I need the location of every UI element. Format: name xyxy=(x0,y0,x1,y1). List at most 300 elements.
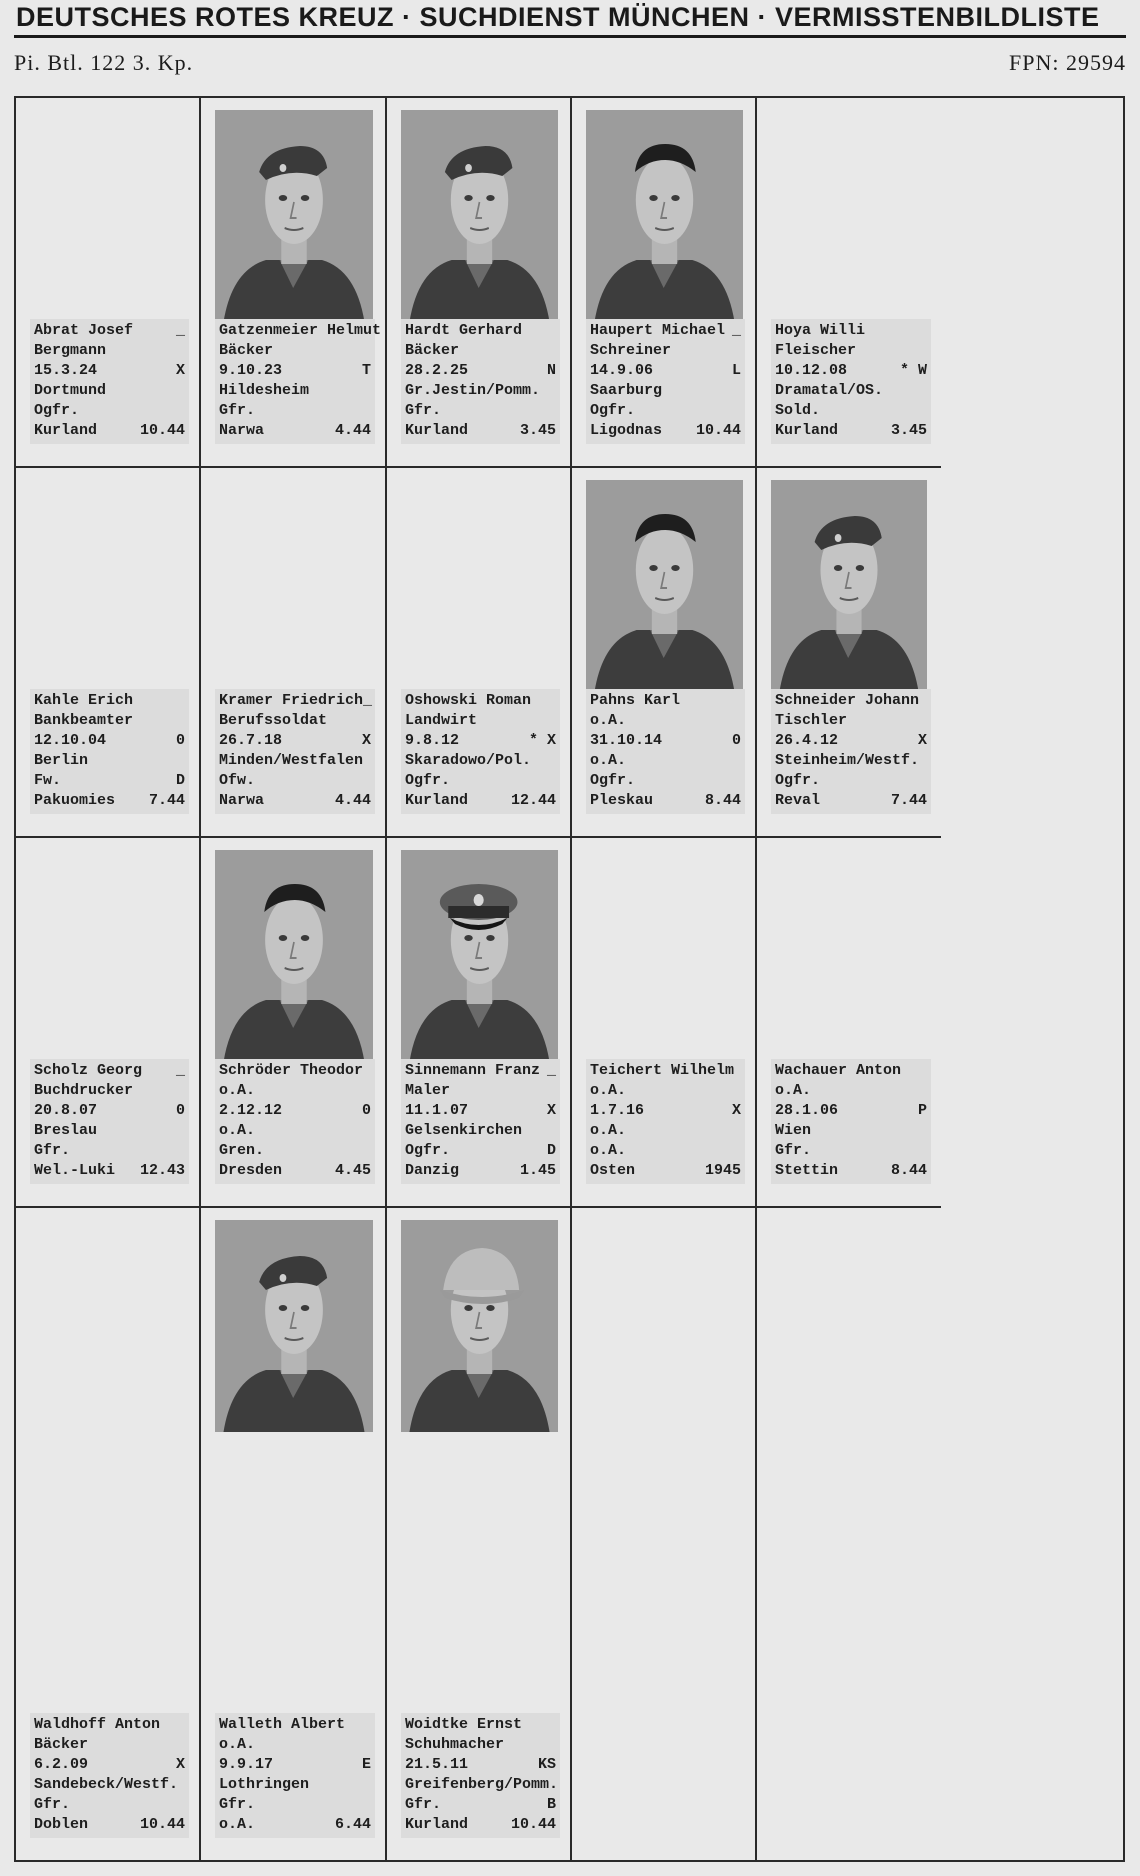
record-line xyxy=(405,1715,556,1735)
record-line xyxy=(590,341,741,361)
record-last-date: 10.44 xyxy=(139,422,185,439)
record-last-place: Kurland xyxy=(405,422,469,439)
record-line xyxy=(590,791,741,811)
person-card xyxy=(16,98,201,468)
record-line xyxy=(775,1061,927,1081)
record-name: Waldhoff Anton xyxy=(34,1716,161,1733)
record-rank: Gfr. xyxy=(219,1796,256,1813)
record-line xyxy=(34,401,185,421)
record-last-date: 4.44 xyxy=(334,792,371,809)
record-name: Hardt Gerhard xyxy=(405,322,523,339)
portrait-photo xyxy=(401,1220,558,1432)
record-birth: 26.7.18 xyxy=(219,732,283,749)
person-record xyxy=(401,1713,560,1838)
record-line xyxy=(775,751,927,771)
record-last-date: 6.44 xyxy=(334,1816,371,1833)
record-birthplace: o.A. xyxy=(590,1122,627,1139)
record-rank-mark: D xyxy=(546,1142,556,1159)
person-card xyxy=(201,838,387,1208)
record-line xyxy=(775,401,927,421)
empty-cell xyxy=(757,1208,941,1860)
record-birth: 10.12.08 xyxy=(775,362,848,379)
record-occupation: Tischler xyxy=(775,712,848,729)
record-line xyxy=(405,1161,556,1181)
record-line xyxy=(590,751,741,771)
record-line xyxy=(775,1101,927,1121)
person-card xyxy=(572,468,757,838)
record-line xyxy=(590,1061,741,1081)
record-rank: Gren. xyxy=(219,1142,265,1159)
record-occupation: o.A. xyxy=(590,1082,627,1099)
record-last-place: Kurland xyxy=(34,422,98,439)
record-birth: 15.3.24 xyxy=(34,362,98,379)
record-line xyxy=(405,1735,556,1755)
record-line xyxy=(219,1775,371,1795)
record-name: Sinnemann Franz xyxy=(405,1062,541,1079)
record-occupation: Maler xyxy=(405,1082,451,1099)
record-occupation: Fleischer xyxy=(775,342,857,359)
record-name: Pahns Karl xyxy=(590,692,681,709)
record-line xyxy=(775,381,927,401)
person-record xyxy=(30,1059,189,1184)
record-birthplace: Sandebeck/Westf. xyxy=(34,1776,179,1793)
record-code: * X xyxy=(528,732,556,749)
record-line xyxy=(34,1061,185,1081)
record-name-mark: _ xyxy=(363,692,373,709)
record-birth: 6.2.09 xyxy=(34,1756,89,1773)
record-code: X xyxy=(175,1756,185,1773)
record-line xyxy=(34,421,185,441)
record-code: E xyxy=(361,1756,371,1773)
record-code: X xyxy=(546,1102,556,1119)
person-record xyxy=(215,689,375,814)
record-rank: Ogfr. xyxy=(590,402,636,419)
record-line xyxy=(405,1775,559,1795)
record-line xyxy=(219,791,371,811)
record-line xyxy=(34,1815,185,1835)
record-name: Haupert Michael xyxy=(590,322,726,339)
record-birthplace: Breslau xyxy=(34,1122,98,1139)
record-name: Hoya Willi xyxy=(775,322,866,339)
record-line xyxy=(775,361,927,381)
record-code: KS xyxy=(537,1756,556,1773)
record-name: Wachauer Anton xyxy=(775,1062,902,1079)
record-line xyxy=(405,1755,556,1775)
record-birthplace: Minden/Westfalen xyxy=(219,752,364,769)
record-rank: Gfr. xyxy=(34,1142,71,1159)
record-line xyxy=(405,401,556,421)
record-line xyxy=(590,381,741,401)
record-rank: Gfr. xyxy=(219,402,256,419)
record-line xyxy=(590,711,741,731)
record-line xyxy=(34,731,185,751)
record-line xyxy=(405,771,556,791)
record-birthplace: Gr.Jestin/Pomm. xyxy=(405,382,541,399)
person-grid xyxy=(14,96,1125,1862)
person-card xyxy=(16,468,201,838)
record-birthplace: Lothringen xyxy=(219,1776,310,1793)
record-last-place: Kurland xyxy=(405,792,469,809)
record-line xyxy=(405,1121,556,1141)
record-line xyxy=(34,1101,185,1121)
record-birth: 28.2.25 xyxy=(405,362,469,379)
record-line xyxy=(775,711,927,731)
record-rank: Fw. xyxy=(34,772,62,789)
record-rank: o.A. xyxy=(590,1142,627,1159)
portrait-photo xyxy=(401,110,558,322)
record-last-date: 12.43 xyxy=(139,1162,185,1179)
record-line xyxy=(590,731,741,751)
record-rank: Ogfr. xyxy=(34,402,80,419)
record-line xyxy=(405,341,556,361)
record-rank: Ogfr. xyxy=(405,772,451,789)
record-line xyxy=(219,381,371,401)
record-name: Woidtke Ernst xyxy=(405,1716,523,1733)
record-line xyxy=(775,341,927,361)
record-name: Kramer Friedrich xyxy=(219,692,364,709)
record-birth: 9.9.17 xyxy=(219,1756,274,1773)
person-card xyxy=(387,838,572,1208)
record-occupation: Berufssoldat xyxy=(219,712,328,729)
record-line xyxy=(34,361,185,381)
record-code: L xyxy=(731,362,741,379)
record-occupation: Bankbeamter xyxy=(34,712,134,729)
record-line xyxy=(405,711,556,731)
person-record xyxy=(586,689,745,814)
record-birth: 12.10.04 xyxy=(34,732,107,749)
record-birthplace: Berlin xyxy=(34,752,89,769)
record-rank: Gfr. xyxy=(405,402,442,419)
record-line xyxy=(219,771,371,791)
record-code: T xyxy=(361,362,371,379)
record-occupation: Bergmann xyxy=(34,342,107,359)
record-birthplace: Dramatal/OS. xyxy=(775,382,884,399)
record-line xyxy=(405,1081,556,1101)
portrait-photo xyxy=(586,110,743,322)
record-last-date: 7.44 xyxy=(148,792,185,809)
record-rank: Ofw. xyxy=(219,772,256,789)
person-record xyxy=(401,689,560,814)
record-line xyxy=(775,791,927,811)
record-last-place: Ligodnas xyxy=(590,422,663,439)
record-birthplace: Wien xyxy=(775,1122,812,1139)
record-occupation: o.A. xyxy=(775,1082,812,1099)
record-name: Schröder Theodor xyxy=(219,1062,364,1079)
person-record xyxy=(30,319,189,444)
record-last-date: 10.44 xyxy=(510,1816,556,1833)
record-code: X xyxy=(917,732,927,749)
record-birth: 21.5.11 xyxy=(405,1756,469,1773)
record-line xyxy=(219,691,371,711)
person-card xyxy=(387,1208,572,1860)
record-line xyxy=(590,421,741,441)
record-line xyxy=(219,401,371,421)
record-rank: Ogfr. xyxy=(775,772,821,789)
record-line xyxy=(775,1081,927,1101)
person-record xyxy=(586,319,745,444)
record-line xyxy=(775,421,927,441)
record-line xyxy=(34,1121,185,1141)
record-last-place: Reval xyxy=(775,792,821,809)
record-name: Walleth Albert xyxy=(219,1716,346,1733)
record-rank: Gfr. xyxy=(405,1796,442,1813)
record-last-date: 4.45 xyxy=(334,1162,371,1179)
person-record xyxy=(401,1059,560,1184)
record-birthplace: Greifenberg/Pomm. xyxy=(405,1776,559,1793)
record-line xyxy=(590,771,741,791)
record-last-date: 4.44 xyxy=(334,422,371,439)
record-birth: 14.9.06 xyxy=(590,362,654,379)
record-name-mark: _ xyxy=(175,1062,185,1079)
record-code: X xyxy=(175,362,185,379)
record-occupation: o.A. xyxy=(219,1082,256,1099)
record-line xyxy=(590,1081,741,1101)
record-last-date: 1945 xyxy=(704,1162,741,1179)
record-last-place: Wel.-Luki xyxy=(34,1162,116,1179)
record-line xyxy=(34,771,185,791)
record-name: Schneider Johann xyxy=(775,692,920,709)
record-line xyxy=(590,1121,741,1141)
record-line xyxy=(219,361,371,381)
record-last-place: Narwa xyxy=(219,792,265,809)
record-line xyxy=(34,691,185,711)
record-birth: 26.4.12 xyxy=(775,732,839,749)
record-birth: 9.8.12 xyxy=(405,732,460,749)
record-name: Oshowski Roman xyxy=(405,692,532,709)
header-rule xyxy=(14,35,1126,38)
record-line xyxy=(219,341,371,361)
record-line xyxy=(34,341,185,361)
record-name-mark: _ xyxy=(175,322,185,339)
record-code: 0 xyxy=(175,1102,185,1119)
record-line xyxy=(405,751,556,771)
record-line xyxy=(34,1795,185,1815)
record-line xyxy=(219,1161,371,1181)
record-line xyxy=(405,1061,556,1081)
record-line xyxy=(775,1141,927,1161)
record-occupation: o.A. xyxy=(590,712,627,729)
record-line xyxy=(34,1775,185,1795)
person-record xyxy=(771,319,931,444)
record-line xyxy=(590,361,741,381)
record-line xyxy=(219,1815,371,1835)
portrait-photo xyxy=(215,850,373,1062)
record-line xyxy=(34,1161,185,1181)
record-occupation: Landwirt xyxy=(405,712,478,729)
record-line xyxy=(219,1101,371,1121)
record-name: Teichert Wilhelm xyxy=(590,1062,735,1079)
record-birth: 11.1.07 xyxy=(405,1102,469,1119)
record-occupation: Bäcker xyxy=(405,342,460,359)
person-record xyxy=(215,319,382,444)
record-birthplace: Saarburg xyxy=(590,382,663,399)
record-occupation: Buchdrucker xyxy=(34,1082,134,1099)
record-last-place: Narwa xyxy=(219,422,265,439)
portrait-photo xyxy=(771,480,927,692)
record-occupation: Bäcker xyxy=(34,1736,89,1753)
record-birth: 2.12.12 xyxy=(219,1102,283,1119)
record-occupation: Bäcker xyxy=(219,342,274,359)
record-code: 0 xyxy=(361,1102,371,1119)
person-card xyxy=(16,838,201,1208)
record-last-place: Pakuomies xyxy=(34,792,116,809)
record-line xyxy=(590,1141,741,1161)
record-line xyxy=(590,321,741,341)
person-record xyxy=(771,1059,931,1184)
person-card xyxy=(757,98,941,468)
portrait-photo xyxy=(401,850,558,1062)
record-line xyxy=(34,751,185,771)
record-occupation: Schuhmacher xyxy=(405,1736,505,1753)
record-line xyxy=(219,1121,371,1141)
record-birthplace: Gelsenkirchen xyxy=(405,1122,523,1139)
record-last-date: 10.44 xyxy=(695,422,741,439)
record-line xyxy=(775,1161,927,1181)
record-rank-mark: B xyxy=(546,1796,556,1813)
record-last-place: o.A. xyxy=(219,1816,256,1833)
record-last-place: Stettin xyxy=(775,1162,839,1179)
record-line xyxy=(405,361,556,381)
record-birth: 28.1.06 xyxy=(775,1102,839,1119)
record-birthplace: o.A. xyxy=(590,752,627,769)
person-record xyxy=(401,319,560,444)
record-code: X xyxy=(731,1102,741,1119)
record-birthplace: Hildesheim xyxy=(219,382,310,399)
record-line xyxy=(405,1815,556,1835)
record-line xyxy=(219,421,371,441)
record-line xyxy=(775,771,927,791)
record-line xyxy=(219,1755,371,1775)
field-post-number: FPN: 29594 xyxy=(1009,50,1126,75)
person-record xyxy=(215,1059,375,1184)
person-record xyxy=(30,689,189,814)
record-last-date: 8.44 xyxy=(890,1162,927,1179)
record-last-date: 1.45 xyxy=(519,1162,556,1179)
record-line xyxy=(775,691,927,711)
record-last-date: 7.44 xyxy=(890,792,927,809)
page-title: DEUTSCHES ROTES KREUZ · SUCHDIENST MÜNCHEN · VERMISSTENBILDLISTE xyxy=(16,2,1100,32)
portrait-photo xyxy=(215,1220,373,1432)
record-line xyxy=(34,711,185,731)
record-code: X xyxy=(361,732,371,749)
person-record xyxy=(215,1713,375,1838)
record-line xyxy=(34,1755,185,1775)
record-birth: 1.7.16 xyxy=(590,1102,645,1119)
record-line xyxy=(219,711,371,731)
record-line xyxy=(34,1141,185,1161)
record-line xyxy=(34,321,185,341)
record-line xyxy=(219,731,371,751)
record-line xyxy=(219,1081,371,1101)
record-line xyxy=(405,1795,556,1815)
record-line xyxy=(405,1101,556,1121)
record-line xyxy=(34,381,185,401)
record-line xyxy=(34,1715,185,1735)
portrait-photo xyxy=(586,480,743,692)
unit-designation: Pi. Btl. 122 3. Kp. xyxy=(14,50,194,75)
person-record xyxy=(30,1713,189,1838)
record-line xyxy=(219,321,382,341)
record-line xyxy=(590,1161,741,1181)
record-line xyxy=(34,791,185,811)
record-rank: Gfr. xyxy=(775,1142,812,1159)
record-line xyxy=(219,1141,371,1161)
person-card xyxy=(387,468,572,838)
record-code: 0 xyxy=(175,732,185,749)
record-line xyxy=(775,1121,927,1141)
record-last-place: Pleskau xyxy=(590,792,654,809)
record-last-date: 10.44 xyxy=(139,1816,185,1833)
record-name-mark: _ xyxy=(546,1062,556,1079)
person-card xyxy=(572,98,757,468)
record-name-mark: _ xyxy=(731,322,741,339)
record-occupation: o.A. xyxy=(219,1736,256,1753)
record-occupation: Schreiner xyxy=(590,342,672,359)
record-line xyxy=(775,321,927,341)
record-name: Scholz Georg xyxy=(34,1062,143,1079)
record-rank: Gfr. xyxy=(34,1796,71,1813)
record-line xyxy=(775,731,927,751)
person-card xyxy=(201,468,387,838)
record-last-date: 3.45 xyxy=(519,422,556,439)
person-record xyxy=(771,689,931,814)
person-card xyxy=(201,98,387,468)
record-birthplace: Skaradowo/Pol. xyxy=(405,752,532,769)
record-line xyxy=(590,691,741,711)
record-birthplace: Steinheim/Westf. xyxy=(775,752,920,769)
person-card xyxy=(387,98,572,468)
record-name: Kahle Erich xyxy=(34,692,134,709)
record-code: N xyxy=(546,362,556,379)
record-line xyxy=(590,401,741,421)
record-last-date: 3.45 xyxy=(890,422,927,439)
record-rank-mark: D xyxy=(175,772,185,789)
record-line xyxy=(219,751,371,771)
record-line xyxy=(405,731,556,751)
record-line xyxy=(405,1141,556,1161)
record-rank: Ogfr. xyxy=(405,1142,451,1159)
person-record xyxy=(586,1059,745,1184)
record-code: P xyxy=(917,1102,927,1119)
record-line xyxy=(405,321,556,341)
record-code: 0 xyxy=(731,732,741,749)
record-birth: 31.10.14 xyxy=(590,732,663,749)
record-line xyxy=(405,381,556,401)
record-name: Gatzenmeier Helmut xyxy=(219,322,382,339)
record-line xyxy=(219,1061,371,1081)
record-line xyxy=(34,1081,185,1101)
record-name: Abrat Josef xyxy=(34,322,134,339)
person-card xyxy=(757,838,941,1208)
record-rank: Sold. xyxy=(775,402,821,419)
record-line xyxy=(405,691,556,711)
record-last-date: 8.44 xyxy=(704,792,741,809)
record-line xyxy=(219,1735,371,1755)
record-last-place: Dresden xyxy=(219,1162,283,1179)
record-birthplace: o.A. xyxy=(219,1122,256,1139)
record-last-place: Doblen xyxy=(34,1816,89,1833)
record-line xyxy=(405,791,556,811)
person-card xyxy=(16,1208,201,1860)
empty-cell xyxy=(572,1208,757,1860)
record-last-place: Danzig xyxy=(405,1162,460,1179)
record-last-place: Kurland xyxy=(405,1816,469,1833)
record-line xyxy=(34,1735,185,1755)
person-card xyxy=(572,838,757,1208)
portrait-photo xyxy=(215,110,373,322)
record-line xyxy=(219,1795,371,1815)
record-line xyxy=(219,1715,371,1735)
